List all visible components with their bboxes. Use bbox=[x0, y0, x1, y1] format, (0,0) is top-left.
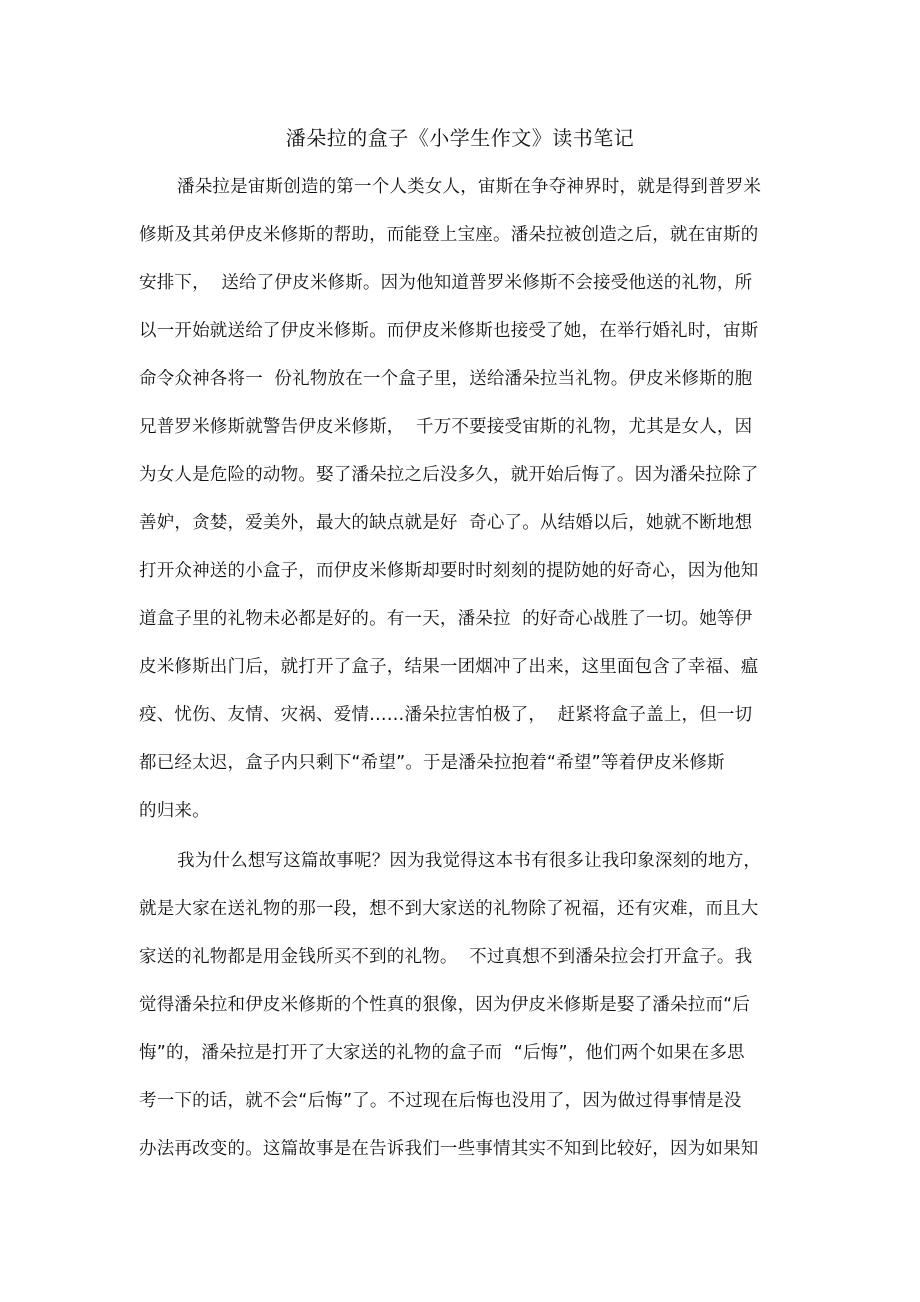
paragraph-2-line-6: 考一下的话，就不会“后悔”了。不过现在后悔也没用了，因为做过得事情是没 bbox=[139, 1091, 742, 1111]
paragraph-1-line-4: 以一开始就送给了伊皮米修斯。而伊皮米修斯也接受了她，在举行婚礼时，宙斯 bbox=[139, 321, 759, 341]
paragraph-1-line-13: 都已经太迟，盒子内只剩下“希望”。于是潘朵拉抱着“希望”等着伊皮米修斯 bbox=[139, 753, 725, 773]
paragraph-2-line-5: 悔”的，潘朵拉是打开了大家送的礼物的盒子而 “后悔”，他们两个如果在多思 bbox=[139, 1043, 745, 1063]
paragraph-2-line-3: 家送的礼物都是用金钱所买不到的礼物。 不过真想不到潘朵拉会打开盒子。我 bbox=[139, 947, 753, 967]
paragraph-1-line-10: 道盒子里的礼物未必都是好的。有一天，潘朵拉 的好奇心战胜了一切。她等伊 bbox=[139, 609, 753, 629]
paragraph-2-line-1: 我为什么想写这篇故事呢？因为我觉得这本书有很多让我印象深刻的地方， bbox=[177, 851, 762, 871]
paragraph-1-line-7: 为女人是危险的动物。娶了潘朵拉之后没多久，就开始后悔了。因为潘朵拉除了 bbox=[139, 465, 759, 485]
paragraph-1-line-3: 安排下， 送给了伊皮米修斯。因为他知道普罗米修斯不会接受他送的礼物，所 bbox=[139, 273, 753, 293]
paragraph-2-line-2: 就是大家在送礼物的那一段，想不到大家送的礼物除了祝福，还有灾难，而且大 bbox=[139, 899, 759, 919]
document-title: 潘朵拉的盒子《小学生作文》读书笔记 bbox=[285, 126, 635, 150]
paragraph-1-line-12: 疫、忧伤、友情、灾祸、爱情……潘朵拉害怕极了， 赶紧将盒子盖上，但一切 bbox=[139, 705, 753, 725]
paragraph-1-line-11: 皮米修斯出门后，就打开了盒子，结果一团烟冲了出来，这里面包含了幸福、瘟 bbox=[139, 657, 759, 677]
paragraph-1-line-6: 兄普罗米修斯就警告伊皮米修斯， 千万不要接受宙斯的礼物，尤其是女人，因 bbox=[139, 417, 753, 437]
paragraph-1-line-8: 善妒，贪婪，爱美外，最大的缺点就是好 奇心了。从结婚以后，她就不断地想 bbox=[139, 513, 753, 533]
paragraph-1-line-1: 潘朵拉是宙斯创造的第一个人类女人，宙斯在争夺神界时，就是得到普罗米 bbox=[177, 177, 762, 197]
paragraph-1-line-14: 的归来。 bbox=[139, 801, 210, 821]
paragraph-1-line-9: 打开众神送的小盒子，而伊皮米修斯却要时时刻刻的提防她的好奇心，因为他知 bbox=[139, 561, 759, 581]
paragraph-1-line-2: 修斯及其弟伊皮米修斯的帮助，而能登上宝座。潘朵拉被创造之后，就在宙斯的 bbox=[139, 225, 759, 245]
paragraph-2-line-7: 办法再改变的。这篇故事是在告诉我们一些事情其实不知到比较好，因为如果知 bbox=[139, 1139, 759, 1159]
paragraph-1-line-5: 命令众神各将一 份礼物放在一个盒子里，送给潘朵拉当礼物。伊皮米修斯的胞 bbox=[139, 369, 753, 389]
paragraph-2-line-4: 觉得潘朵拉和伊皮米修斯的个性真的狠像，因为伊皮米修斯是娶了潘朵拉而“后 bbox=[139, 995, 751, 1015]
